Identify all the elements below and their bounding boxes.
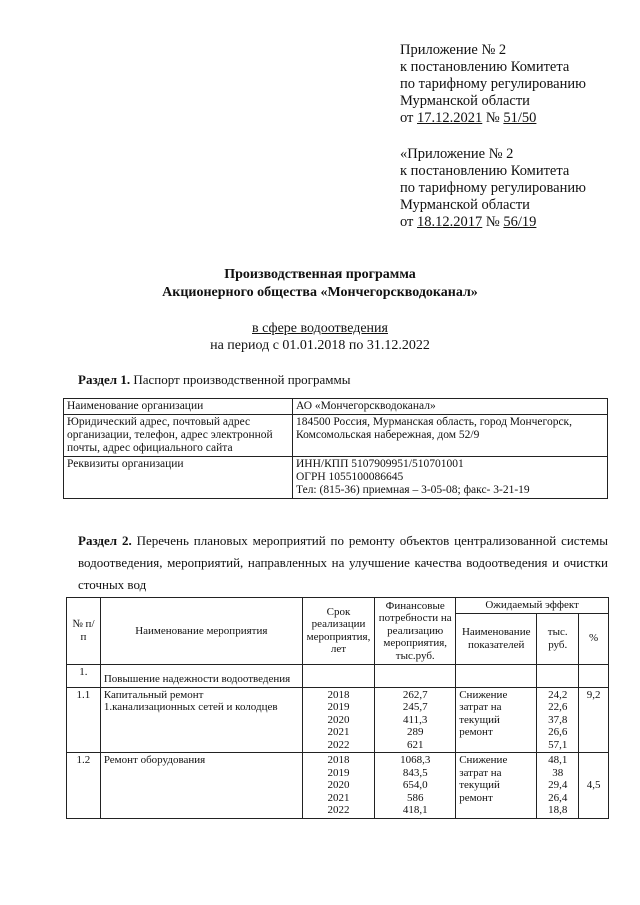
passport-field-name: Реквизиты организации [64,457,293,499]
rub-value: 29,4 [548,779,568,791]
finance-value: 411,3 [403,713,428,726]
row-years [302,753,374,819]
appendix-line: к постановлению Комитета [400,163,570,179]
col-header-pct: % [579,613,609,664]
indicator-line: Снижение [459,754,508,766]
value-line: ОГРН 1055100086645 [296,471,404,483]
name-line: Ремонт оборудования [103,754,206,766]
section-text: Паспорт производственной программы [130,372,351,387]
finance-value: 262,7 [402,688,428,701]
appendix-date-line [400,110,586,127]
appendix-line: к постановлению Комитета [400,59,570,75]
row-indicator [456,753,537,819]
table-row [64,415,608,457]
row-finance [375,687,456,753]
passport-table [63,398,608,499]
row-indicator [456,687,537,753]
program-title: Производственная программа [224,267,416,282]
indicator-line: текущий [459,713,500,726]
empty-cell [375,664,456,687]
empty-cell [302,664,374,687]
rub-value: 38 [552,766,564,779]
section-label: Раздел 1. [78,372,131,387]
passport-field-name: Наименование организации [64,399,293,415]
passport-field-value [293,457,608,499]
value-line: 184500 Россия, Мурманская область, город Мончегорск, [296,416,573,428]
row-num: 1.1 [67,687,101,753]
indicator-line: ремонт [459,726,493,738]
row-name [100,687,302,753]
rub-value: 37,8 [548,713,568,726]
table-group-row [67,664,609,687]
appendix-line: по тарифному регулированию [400,76,586,92]
year-value: 2022 [327,738,350,751]
rub-value: 26,6 [548,726,568,738]
row-finance [375,753,456,819]
value-line: ИНН/КПП 5107909951/510701001 [296,458,464,470]
name-line: 1.канализационных сетей и колодцев [103,701,278,713]
program-sphere: в сфере водоотведения [252,321,388,336]
col-header-finance: Финансовые потребности на реализацию мероприятия, тыс.руб. [375,598,456,665]
indicator-line: текущий [459,779,500,791]
year-value: 2020 [327,779,350,791]
col-header-num: № п/п [67,598,101,665]
decree-date: 17.12.2021 [417,110,483,126]
group-name: Повышение надежности водоотведения [100,664,302,687]
name-line: Капитальный ремонт [103,688,204,701]
finance-value: 1068,3 [400,754,431,766]
indicator-line: затрат на [459,701,502,713]
date-prefix: от [400,214,418,230]
rub-value: 57,1 [548,738,568,751]
empty-cell [456,664,537,687]
year-value: 2019 [327,701,350,713]
indicator-line: ремонт [459,791,493,804]
rub-value: 18,8 [548,804,568,816]
appendix-line: Мурманской области [400,93,530,109]
passport-field-value: АО «Мончегорскводоканал» [293,399,608,415]
decree-number: 51/50 [503,110,537,126]
value-line: Тел: (815-36) приемная – 3-05-08; факс- 3-21-19 [296,484,530,496]
section2-heading [78,530,608,596]
section-label: Раздел 2. [78,533,132,548]
decree-date: 18.12.2017 [417,214,483,230]
year-value: 2020 [327,713,350,726]
finance-value: 418,1 [402,804,428,816]
group-num: 1. [67,664,101,687]
organization-title: Акционерного общества «Мончегорскводоканал» [162,285,478,300]
rub-value: 24,2 [548,688,568,701]
finance-value: 843,5 [402,766,428,779]
empty-cell [579,664,609,687]
passport-field-name: Юридический адрес, почтовый адрес организации, телефон, адрес электронной почты, адрес официального сайта [64,415,293,457]
year-value: 2019 [327,766,350,779]
program-period: на период с 01.01.2018 по 31.12.2022 [210,338,430,353]
table-row [64,399,608,415]
year-value: 2021 [327,726,350,738]
rub-value: 22,6 [548,701,568,713]
table-header-row [67,598,609,614]
finance-value: 654,0 [402,779,428,791]
row-num: 1.2 [67,753,101,819]
appendix-header-original [400,146,586,231]
empty-cell [537,664,579,687]
year-value: 2018 [327,754,350,766]
number-prefix: № [482,110,504,126]
year-value: 2021 [327,791,350,804]
appendix-line: по тарифному регулированию [400,180,586,196]
col-header-rub: тыс. руб. [537,613,579,664]
rub-value: 26,4 [548,791,568,804]
finance-value: 621 [406,738,424,751]
decree-number: 56/19 [503,214,537,230]
number-prefix: № [482,214,504,230]
row-pct: 9,2 [579,687,609,753]
col-header-effect: Ожидаемый эффект [456,598,609,614]
row-years [302,687,374,753]
row-pct: 4,5 [579,753,609,819]
passport-field-value [293,415,608,457]
table-row [67,753,609,819]
col-header-indicator: Наименование показателей [456,613,537,664]
appendix-line: Мурманской области [400,197,530,213]
year-value: 2018 [327,688,350,701]
section1-heading [78,372,350,388]
finance-value: 586 [406,791,424,804]
finance-value: 289 [406,726,424,738]
appendix-header-current [400,42,586,127]
rub-value: 48,1 [548,754,568,766]
section-text: Перечень плановых мероприятий по ремонту объектов централизованной системы водоотведения, мероприятий, направленных на улучшение качества водоотведения и очистки сточных вод [78,533,608,592]
appendix-line: «Приложение № 2 [400,146,514,162]
appendix-line: Приложение № 2 [400,42,507,58]
indicator-line: Снижение [459,688,508,701]
appendix-date-line [400,214,586,231]
indicator-line: затрат на [459,766,502,779]
plan-table [66,597,609,819]
date-prefix: от [400,110,418,126]
row-rub [537,753,579,819]
value-line: Комсомольская набережная, дом 52/9 [296,429,480,441]
year-value: 2022 [327,804,350,816]
table-row [64,457,608,499]
col-header-name: Наименование мероприятия [100,598,302,665]
col-header-term: Срок реализации мероприятия, лет [302,598,374,665]
row-rub [537,687,579,753]
row-name [100,753,302,819]
table-row [67,687,609,753]
finance-value: 245,7 [402,701,428,713]
